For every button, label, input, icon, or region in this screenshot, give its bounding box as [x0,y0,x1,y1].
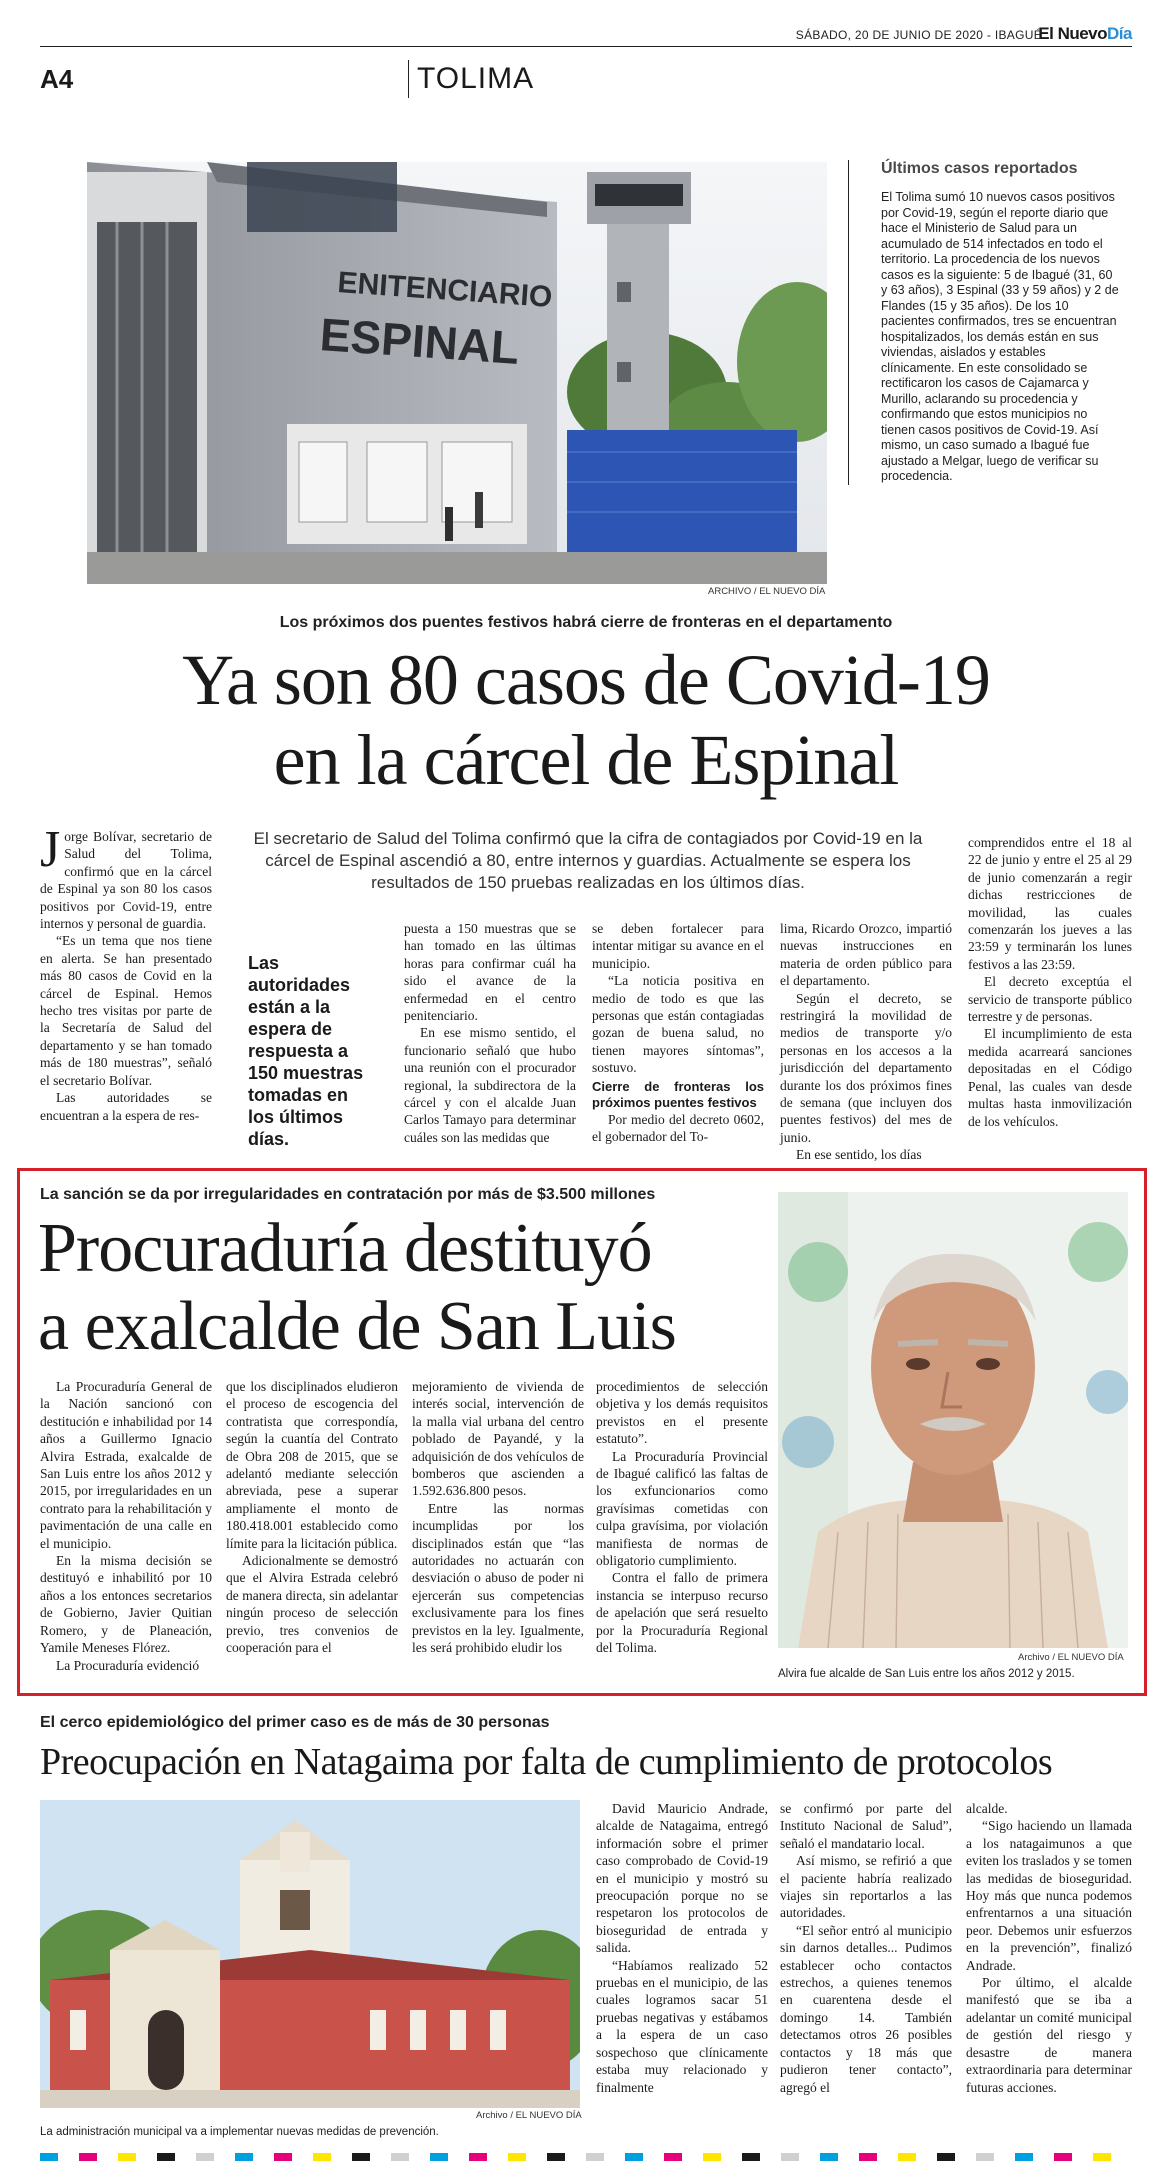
color-swatch [781,2153,799,2161]
story1-col4 [592,920,764,1145]
story2-col4-p2: La Procuraduría Provincial de Ibagué calificó las faltas de los exfuncionarios como gravísimas cometidas con culpa gravísima, por violación manifiesta de normas de obligatorio cumplimiento. [596,1448,768,1569]
story1-headline-line1: Ya son 80 casos de Covid-19 [182,640,990,720]
story1-col5-p2: Según el decreto, se restringirá la movilidad de medios de transporte y/o personas en los accesos a la jurisdicción del departamento durante los dos próximos fines de semana (que incluyen dos puentes festivos) del mes de junio. [780,990,952,1145]
story2-col3-p1: mejoramiento de vivienda de interés social, intervención de la malla vial urbana del centro poblado de Payandé, y la adquisición de dos vehículos de bomberos que ascienden a 1.592.636.800 pesos. [412,1379,584,1499]
story1-col1-p2: “Es un tema que nos tiene en alerta. Se han presentado más 80 casos de Covid en la cárcel de Espinal. Hemos hecho tres visitas por parte de la Secretaría de Salud del departamento y se han tomado más de 180 muestras”, señaló el secretario Bolívar. [40,933,212,1088]
story2-col1-p1: La Procuraduría General de la Nación sancionó con destitución e inhabilidad por 14 años a Guillermo Ignacio Alvira Estrada, exalcalde de San Luis entre los años 2012 y 2015, por irregularidades en un contrato para la rehabilitación y pavimentación de una calle en el municipio. [40,1379,212,1551]
story1-col4-p1: se deben fortalecer para intentar mitigar su avance en el municipio. [592,921,764,971]
story3-col1 [596,1800,768,2096]
brand-main: El Nuevo [1038,24,1108,43]
story1-pullquote: Las autoridades están a la espera de respuesta a 150 muestras tomadas en los últimos días. [248,953,364,1149]
prison-sign-top: ENITENCIARIO [336,266,554,314]
print-registration-bar [40,2149,1132,2163]
story1-col4-subhead: Cierre de fronteras los próximos puentes festivos [592,1078,764,1110]
story1-col3-p1: puesta a 150 muestras que se han tomado en las últimas horas para confirmar cuál ha sido el avance de la enfermedad en el centro penitenciario. [404,921,576,1024]
color-swatch [1093,2153,1111,2161]
story2-col1 [40,1378,212,1674]
portrait-credit: Archivo / EL NUEVO DÍA [1018,1652,1124,1663]
story3-col3-p1: alcalde. [966,1801,1008,1816]
color-swatch [937,2153,955,2161]
story2-col4-p1: procedimientos de selección objetiva y los demás requisitos previstos en el presente estatuto”. [596,1379,768,1447]
color-swatch [157,2153,175,2161]
color-swatch [118,2153,136,2161]
story1-col4-p2: “La noticia positiva en medio de todo es que las personas que están contagiadas gozan de buena salud, no tienen mayores síntomas”, sostuvo. [592,973,764,1076]
prison-illustration [87,162,827,584]
color-swatch [40,2153,58,2161]
page-number: A4 [40,64,74,94]
story1-kicker: Los próximos dos puentes festivos habrá cierre de fronteras en el departamento [279,614,893,631]
story1-col3 [404,920,576,1146]
story1-col6-p3: El incumplimiento de esta medida acarreará sanciones depositadas en el Código Penal, las cuales van desde multas hasta inmovilización de los vehículos. [968,1026,1132,1129]
color-swatch [742,2153,760,2161]
church-photo [40,1800,580,2108]
story2-kicker: La sanción se da por irregularidades en contratación por más de $3.500 millones [40,1186,656,1203]
color-swatch [430,2153,448,2161]
dateline: SÁBADO, 20 DE JUNIO DE 2020 - IBAGUÉ [795,28,1042,42]
story1-col5-p3: En ese sentido, los días [796,1147,922,1163]
prison-photo-credit: ARCHIVO / EL NUEVO DÍA [708,586,826,597]
brand-accent: Día [1107,24,1132,43]
story3-col3 [966,1800,1132,2096]
story3-col3-p3: Por último, el alcalde manifestó que se iba a adelantar un comité municipal de gestión del riesgo y desastre de manera extraordinaria para determinar futuras acciones. [966,1975,1132,2095]
story1-headline-line2: en la cárcel de Espinal [273,720,899,800]
color-swatch [625,2153,643,2161]
story3-col2-p2: Así mismo, se refirió a que el paciente habría realizado viajes sin reportarlos a las autoridades. [780,1853,952,1921]
story1-col5 [780,920,952,1164]
portrait-illustration [778,1192,1128,1648]
ex-mayor-portrait [778,1192,1128,1648]
story3-col1-p2: “Habíamos realizado 52 pruebas en el municipio, de las cuales logramos sacar 51 pruebas negativas y estábamos a la espera de un caso sospechoso que clínicamente estaba muy relacionado y finalmente [596,1957,768,2095]
story2-col2-p2: Adicionalmente se demostró que el Alvira Estrada celebró de manera directa, sin adelantar ningún proceso de selección previo, tres convenios de cooperación para el [226,1553,398,1656]
masthead-logo [1038,24,1132,44]
color-swatch [352,2153,370,2161]
sidebar-title: Últimos casos reportados [881,160,1078,177]
church-illustration [40,1800,580,2108]
story2-col1-p2: En la misma decisión se destituyó e inhabilitó por 10 años a los entonces secretarios de Gobierno, Javier Quitian Romero, y de Planeación, Yamile Meneses Flórez. [40,1553,212,1656]
color-swatch [820,2153,838,2161]
story2-headline-line1: Procuraduría destituyó [38,1210,652,1287]
story3-col2-p3: “El señor entró al municipio sin darnos detalles... Pudimos establecer ocho contactos estrechos, a quienes tenemos en cuarentena desde el domingo 14. También detectamos otros 26 posibles contactos y 18 más que pudieron tener contacto”, agregó el [780,1922,952,2095]
color-swatch [391,2153,409,2161]
story2-col4 [596,1378,768,1657]
story3-col2 [780,1800,952,2096]
color-swatch [79,2153,97,2161]
story3-headline: Preocupación en Natagaima por falta de cumplimiento de protocolos [40,1741,1053,1783]
story1-col1 [40,821,212,1124]
color-swatch [586,2153,604,2161]
story1-col1-p3: Las autoridades se encuentran a la espera de res- [40,1090,212,1123]
color-swatch [703,2153,721,2161]
story2-col2 [226,1378,398,1657]
color-swatch [1054,2153,1072,2161]
color-swatch [313,2153,331,2161]
color-swatch [274,2153,292,2161]
story2-headline [38,1210,798,1366]
story1-headline [0,640,1172,800]
section-title: TOLIMA [408,60,534,98]
church-photo-credit: Archivo / EL NUEVO DÍA [476,2110,582,2121]
story2-col4-p3: Contra el fallo de primera instancia se interpuso recurso de apelación que será resuelto por la Procuraduría Regional del Tolima. [596,1570,768,1656]
prison-sign-bottom: ESPINAL [318,308,521,374]
color-swatch [547,2153,565,2161]
color-swatch [235,2153,253,2161]
story1-col6-p1: comprendidos entre el 18 al 22 de junio y entre el 25 al 29 de junio comenzarán a regir dichas restricciones de movilidad, las cuales comenzarán los jueves a las 23:59 y terminarán los lunes festivos a las 23:59. [968,835,1132,972]
color-swatch [1015,2153,1033,2161]
story3-kicker: El cerco epidemiológico del primer caso es de más de 30 personas [40,1714,550,1731]
dropcap: J [40,821,61,878]
color-swatch [508,2153,526,2161]
color-swatch [898,2153,916,2161]
story3-col3-p2: “Sigo haciendo un llamada a los natagaimunos a que eviten los traslados y se tomen las medidas de bioseguridad. Hoy más que nunca podemos enfrentarnos a una situación peor. Debemos unir esfuerzos en la prevención”, finalizó Andrade. [966,1818,1132,1973]
color-swatch [976,2153,994,2161]
color-swatch [196,2153,214,2161]
story2-col2-p1: que los disciplinados eludieron el proceso de escogencia del contratista que correspondía, según la cuantía del Contrato de Obra 208 de 2015, que se adelantó mediante selección abreviada, pese a superar ampliamente el monto de 180.418.001 establecido como límite para la licitación pública. [226,1379,398,1551]
sidebar-text: El Tolima sumó 10 nuevos casos positivos por Covid-19, según el reporte diario que hace el Ministerio de Salud para un acumulado de 514 infectados en todo el territorio. La procedencia de los nuevos casos es la siguiente: 5 de Ibagué (31, 60 y 63 años), 3 Espinal (33 y 59 años) y 2 de Flandes (15 y 35 años). De los 10 pacientes confirmados, tres se encuentran hospitalizados, los demás están en sus viviendas, aislados y estables clínicamente. En este consolidado se rectificaron los casos de Cajamarca y Murillo, aclarando su procedencia y confirmando que estos municipios no tienen casos positivos de Covid-19. Así mismo, un caso sumado a Ibagué fue ajustado a Melgar, luego de verificar su procedencia. [881,190,1119,483]
color-swatch [859,2153,877,2161]
color-swatch [664,2153,682,2161]
latest-cases-sidebar [848,160,1121,485]
story1-col6 [968,834,1132,1130]
story2-headline-line2: a exalcalde de San Luis [38,1288,676,1365]
story3-col2-p1: se confirmó por parte del Instituto Nacional de Salud”, señaló el mandatario local. [780,1801,952,1851]
story3-col1-p1: David Mauricio Andrade, alcalde de Natagaima, entregó información sobre el primer caso comprobado de Covid-19 en el municipio y mostró su preocupación porque no se respetaron los protocolos de bioseguridad de entrada y salida. [596,1801,768,1956]
portrait-caption: Alvira fue alcalde de San Luis entre los años 2012 y 2015. [778,1668,1075,1680]
story2-col3-p2: Entre las normas incumplidas por los disciplinados están que “las autoridades no actuarán con desviación o abuso de poder ni ejercerán sus competencias exclusivamente para los fines previstos en la ley. Igualmente, les será prohibido eludir los [412,1500,584,1656]
church-caption: La administración municipal va a implementar nuevas medidas de prevención. [40,2126,439,2138]
story1-lead: El secretario de Salud del Tolima confirmó que la cifra de contagiados por Covid-19 en la cárcel de Espinal ascendió a 80, entre internos y guardias. Actualmente se espera los resultados de 150 pruebas realizadas en los últimos días. [253,829,923,892]
story2-col1-p3: La Procuraduría evidenció [56,1657,200,1673]
story2-col3 [412,1378,584,1657]
story1-col5-p1: lima, Ricardo Orozco, impartió nuevas instrucciones en materia de orden público para el departamento. [780,921,952,989]
story1-col6-p2: El decreto exceptúa el servicio de transporte público terrestre y de personas. [968,974,1132,1025]
story1-col3-p2: En ese mismo sentido, el funcionario señaló que hubo una reunión con el procurador regional, la subdirectora de la cárcel y con el alcalde Juan Carlos Tamayo para determinar cuáles son las medidas que [404,1025,576,1145]
story1-col1-p1: orge Bolívar, secretario de Salud del Tolima, confirmó que en la cárcel de Espinal ya son 80 los casos positivos por Covid-19, entre internos y personal de guardia. [40,829,212,932]
prison-photo [87,162,827,584]
story1-col4-p3: Por medio del decreto 0602, el gobernador del To- [592,1111,764,1145]
color-swatch [469,2153,487,2161]
